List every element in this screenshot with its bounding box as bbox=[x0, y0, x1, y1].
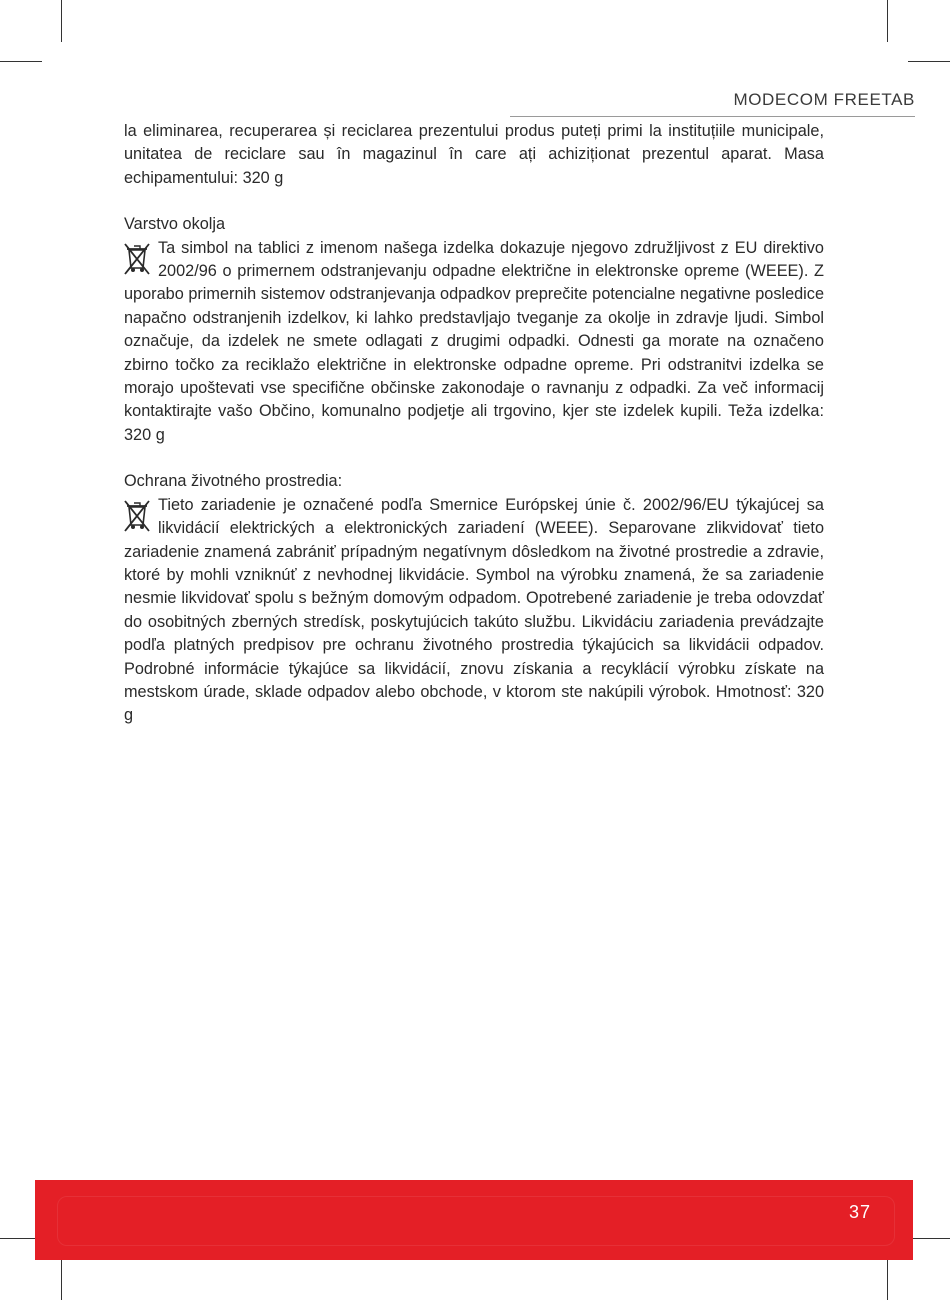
crop-mark bbox=[887, 1258, 888, 1300]
crop-mark bbox=[0, 61, 42, 62]
page-number: 37 bbox=[848, 1202, 871, 1222]
crop-mark bbox=[908, 61, 950, 62]
page-header bbox=[510, 88, 915, 117]
footer-bar bbox=[35, 1180, 913, 1260]
footer-inner-frame bbox=[57, 1196, 895, 1246]
section-title: Varstvo okolja bbox=[124, 215, 226, 234]
slovak-paragraph: Tieto zariadenie je označené podľa Smernice Európskej únie č. 2002/96/EU týkajúcej sa likvidácií elektrických a elektronických zariadení (WEEE). Separovane zlikvidovať tieto zariadenie znamená zabrániť prípadným negatívnym dôsledkom na životné prostredie a zdravie, ktoré by mohli vzniknúť z nevhodnej likvidácie. Symbol na výrobku znamená, že sa zariadenie nesmie likvidovať spolu s bežným domovým odpadom. Opotrebené zariadenie je treba odovzdať do osobitných zberných stredísk, poskytujúcich takúto službu. Likvidáciu zariadenia prevádzajte podľa platných predpisov pre ochranu životného prostredia týkajúcich sa likvidácii odpadov. Podrobné informácie týkajúce sa likvidácií, znovu získania a recyklácií výrobku získate na mestskom úrade, sklade odpadov alebo obchode, v ktorom ste nakúpili výrobok. Hmotnosť: 320 g bbox=[124, 495, 824, 725]
crossed-out-wheelie-bin-icon bbox=[122, 240, 152, 276]
crossed-out-wheelie-bin-icon bbox=[122, 497, 152, 533]
page-content bbox=[124, 120, 824, 728]
slovenian-paragraph: Ta simbol na tablici z imenom našega izdelka dokazuje njegovo združljivost z EU direktivo 2002/96 o primernem odstranjevanju odpadne električne in elektronske opreme (WEEE). Z uporabo primernih sistemov odstranjevanja odpadkov preprečite potencialne negativne posledice napačno odstranjenih izdelkov, ki lahko predstavljajo tveganje za okolje in zdravje ljudi. Simbol označuje, da izdelek ne smete odlagati z drugimi odpadki. Odnesti ga morate na označeno zbirno točko za reciklažo električne in elektronske odpadne opreme. Pri odstranitvi izdelka se morajo upoštevati vse specifične občinske zakonodaje o ravnanju z odpadki. Za več informacij kontaktirajte vašo Občino, komunalno podjetje ali trgovino, kjer ste izdelek kupili. Teža izdelka: 320 g bbox=[124, 238, 824, 444]
crop-mark bbox=[61, 0, 62, 42]
section-slovenian bbox=[124, 213, 824, 447]
romanian-paragraph: la eliminarea, recuperarea și reciclarea prezentului produs puteți primi la instituțiile municipale, unitatea de reciclare sau în magazinul în care ați achiziționat prezentul aparat. Masa echipamentului: 320 g bbox=[124, 122, 824, 187]
section-slovak bbox=[124, 470, 824, 727]
crop-mark bbox=[887, 0, 888, 42]
section-title: Ochrana životného prostredia: bbox=[124, 472, 343, 491]
crop-mark bbox=[908, 1238, 950, 1239]
header-title: MODECOM FREETAB bbox=[733, 90, 915, 109]
crop-mark bbox=[61, 1258, 62, 1300]
